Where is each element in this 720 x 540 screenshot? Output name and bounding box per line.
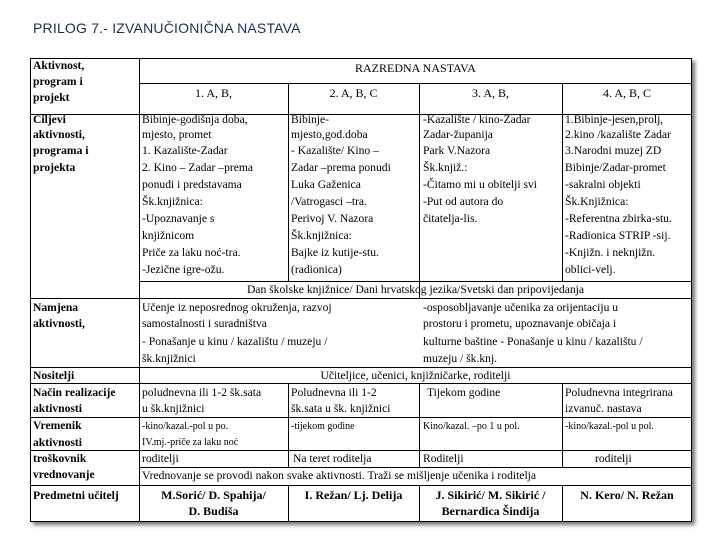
column-divider [419, 383, 420, 467]
page-title: PRILOG 7.- IZVANUČIONIČNA NASTAVA [33, 20, 301, 36]
column-divider [419, 83, 420, 298]
vremenik-col-2: -tijekom godine [291, 421, 355, 432]
column-divider [562, 383, 563, 467]
row-divider [30, 485, 692, 486]
column-divider [288, 83, 289, 281]
vrednovanje-value: Vrednovanje se provodi nakon svake aktivnosti. Traži se mišljenje učenika i roditelja [142, 469, 537, 482]
nacin-col-3: Tijekom godine [427, 386, 501, 399]
predmetni-col-2: I. Režan/ Lj. Delija [304, 488, 403, 502]
troskovnik-col-1: roditelji [142, 452, 179, 465]
column-divider [288, 383, 289, 467]
row-divider [30, 298, 692, 299]
predmetni-col-4: N. Kero/ N. Režan [580, 488, 674, 502]
row-divider [30, 417, 692, 418]
vremenik-col-4: -kino/kazal.-pol u pol. [565, 421, 654, 432]
ciljevi-footer: Dan školske knjižnice/ Dani hrvatskog jezika/Svetski dan pripovijedanja [246, 283, 585, 296]
header-col-4: 4. A, B, C [602, 86, 651, 100]
column-divider [562, 83, 563, 281]
header-divider [139, 83, 692, 84]
header-group: RAZREDNA NASTAVA [355, 61, 476, 75]
nositelji-value: Učiteljice, učenici, knjižničarke, roditelji [320, 369, 511, 382]
vremenik-col-3: Kino/kazal. –po 1 u pol. [423, 421, 520, 432]
troskovnik-col-3: Roditelji [423, 452, 464, 465]
troskovnik-col-2: Na teret roditelja [293, 452, 372, 465]
label-predmetni: Predmetni učitelj [33, 489, 119, 502]
troskovnik-col-4: roditelji [595, 452, 632, 465]
header-col-3: 3. A, B, [471, 86, 509, 100]
label-nositelji: Nositelji [33, 369, 75, 382]
header-col-2: 2. A, B, C [329, 86, 378, 100]
header-col-1: 1. A, B, [194, 86, 232, 100]
